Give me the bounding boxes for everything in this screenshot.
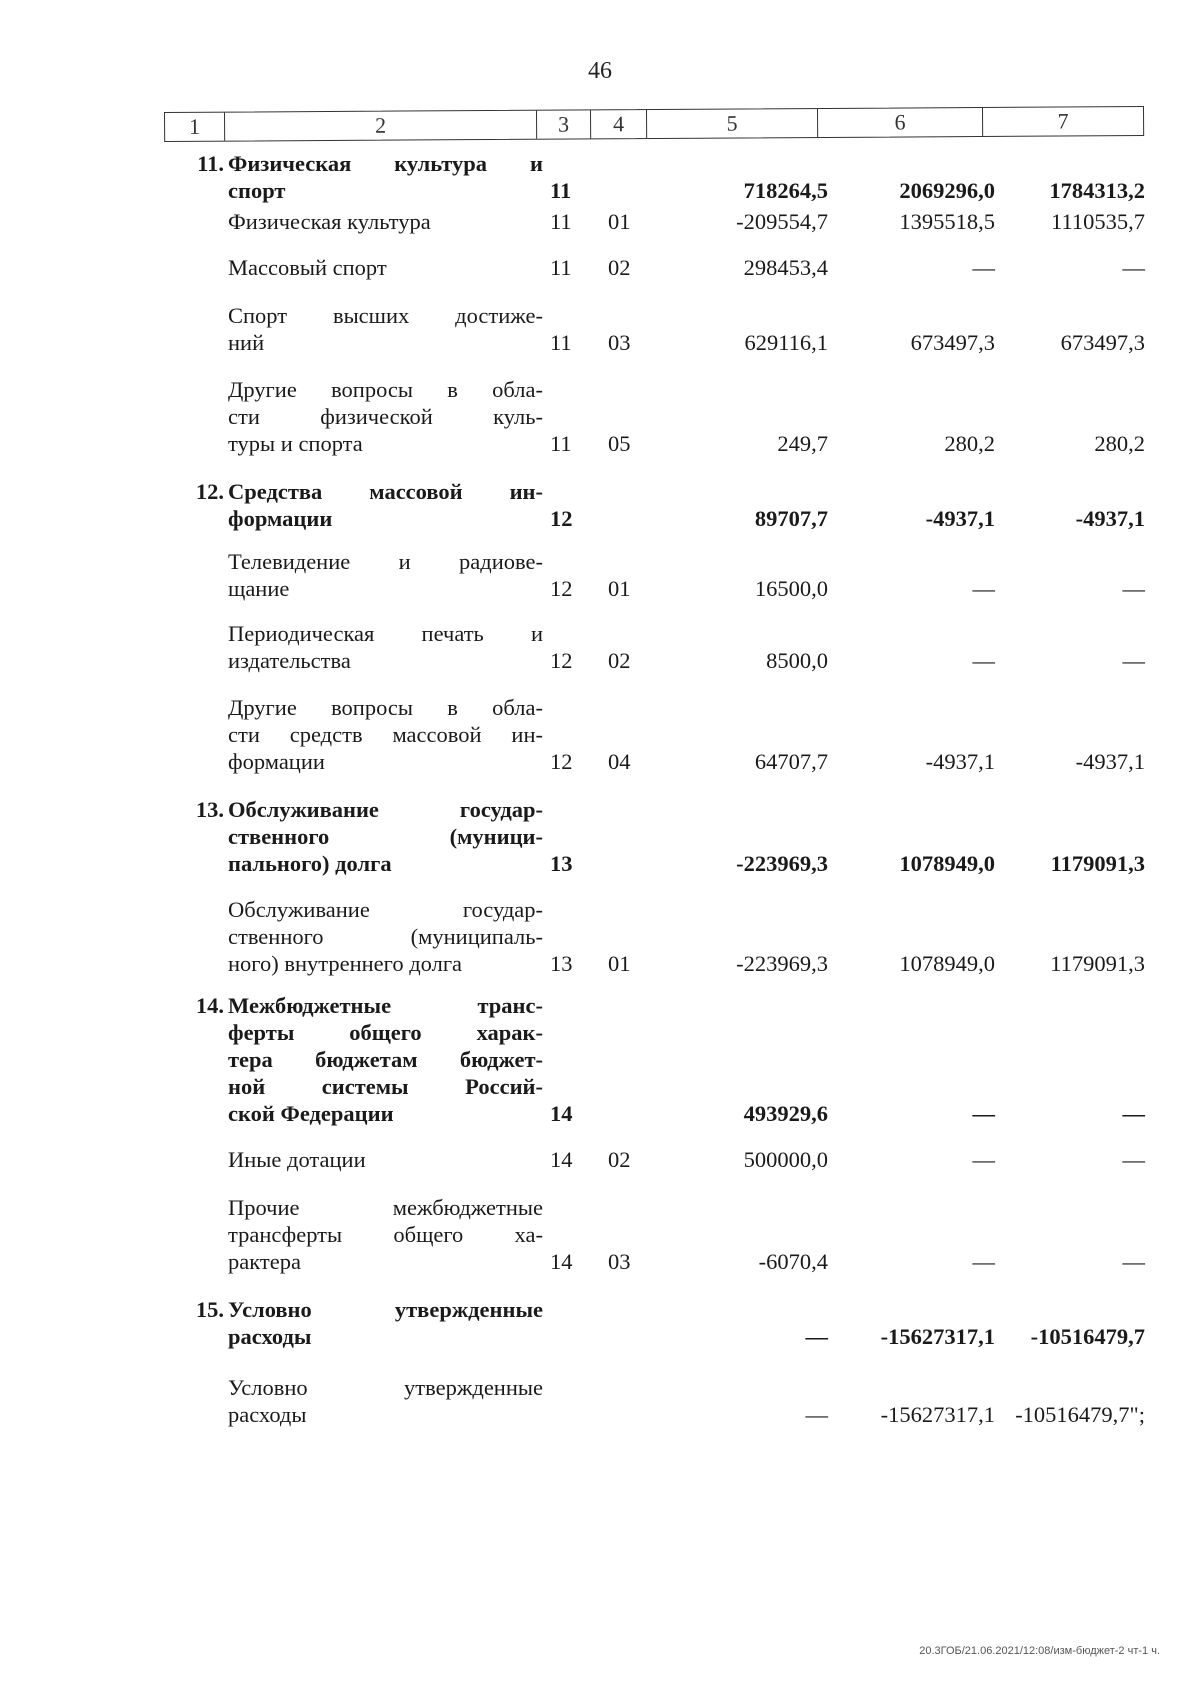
value-col-6: — [972, 648, 995, 673]
value-col-7: 673497,3 [1060, 330, 1145, 355]
row-name-line: Иные дотации [228, 1147, 366, 1172]
subsection-code: 01 [608, 576, 631, 601]
subsection-code: 02 [608, 648, 631, 673]
value-col-5: 629116,1 [744, 330, 828, 355]
row-name-line: Другие вопросы в обла- [228, 377, 543, 402]
value-col-5: 64707,7 [754, 749, 828, 774]
document-footer-code: 20.3ГОБ/21.06.2021/12:08/изм-бюджет-2 чт-1 ч. [919, 1645, 1160, 1657]
value-col-5: 249,7 [777, 431, 828, 456]
value-col-7: 1179091,3 [1050, 851, 1145, 876]
section-code: 11 [550, 431, 572, 456]
header-col-2: 2 [225, 111, 537, 141]
header-col-3: 3 [537, 110, 591, 138]
value-col-7: — [1122, 648, 1145, 673]
row-name-line: Обслуживание государ- [228, 897, 543, 922]
subsection-row [0, 896, 1200, 977]
row-name-line: ственного (муници- [228, 824, 543, 849]
subsection-row [0, 1374, 1200, 1428]
value-col-7: -4937,1 [1075, 749, 1145, 774]
value-col-5: 718264,5 [743, 178, 828, 203]
value-col-6: — [972, 1101, 995, 1126]
row-name-line: щание [228, 576, 290, 601]
section-code: 11 [550, 255, 572, 280]
value-col-7: -10516479,7 [1030, 1324, 1145, 1349]
subsection-row [0, 254, 1200, 281]
row-name-line: рактера [228, 1249, 301, 1274]
value-col-6: -15627317,1 [880, 1324, 995, 1349]
row-name-line: Прочие межбюджетные [228, 1195, 543, 1220]
subsection-code: 02 [608, 255, 631, 280]
row-name-line: Межбюджетные транс- [228, 993, 543, 1018]
value-col-5: -223969,3 [736, 851, 828, 876]
value-col-7: -4937,1 [1075, 506, 1145, 531]
subsection-row [0, 1146, 1200, 1173]
section-row [0, 150, 1200, 204]
row-name [228, 992, 543, 1127]
header-col-1: 1 [165, 113, 225, 141]
section-code: 14 [550, 1147, 573, 1172]
value-col-6: 2069296,0 [899, 178, 995, 203]
section-code: 11 [550, 178, 572, 203]
row-name [228, 796, 543, 877]
value-col-5: -223969,3 [736, 951, 828, 976]
section-code: 12 [550, 648, 573, 673]
section-row [0, 992, 1200, 1127]
subsection-code: 03 [608, 1249, 631, 1274]
value-col-7: 1784313,2 [1049, 178, 1145, 203]
section-code: 11 [550, 209, 572, 234]
section-code: 12 [550, 506, 573, 531]
row-name [228, 208, 543, 235]
row-name-line: расходы [228, 1324, 312, 1349]
row-name-line: тера бюджетам бюджет- [228, 1047, 543, 1072]
value-col-7: — [1122, 255, 1145, 280]
section-number: 14. [195, 993, 224, 1018]
row-name-line: пального) долга [228, 851, 392, 876]
subsection-row [0, 548, 1200, 602]
value-col-7: 280,2 [1094, 431, 1145, 456]
row-name [228, 620, 543, 674]
row-name-line: Обслуживание государ- [228, 797, 543, 822]
value-col-6: — [972, 1249, 995, 1274]
value-col-5: 8500,0 [766, 648, 828, 673]
row-name [228, 694, 543, 775]
row-name-line: расходы [228, 1402, 307, 1427]
table-header-row [164, 106, 1144, 142]
value-col-5: -209554,7 [736, 209, 828, 234]
value-col-7: 1110535,7 [1051, 209, 1145, 234]
section-code: 13 [550, 951, 573, 976]
section-number: 11. [197, 151, 224, 176]
subsection-row [0, 302, 1200, 356]
header-col-7: 7 [1057, 108, 1069, 134]
header-col-4: 4 [591, 110, 647, 138]
row-name-line: Другие вопросы в обла- [228, 695, 543, 720]
value-col-5: -6070,4 [758, 1249, 828, 1274]
value-col-6: — [972, 1147, 995, 1172]
value-col-6: 1078949,0 [899, 951, 995, 976]
subsection-row [0, 208, 1200, 235]
row-name-line: трансферты общего ха- [228, 1222, 543, 1247]
section-number: 13. [195, 797, 224, 822]
row-name-line: формации [228, 749, 325, 774]
header-col-5: 5 [647, 109, 818, 138]
value-col-6: -15627317,1 [880, 1402, 995, 1427]
subsection-row [0, 620, 1200, 674]
row-name [228, 548, 543, 602]
row-name-line: ской Федерации [228, 1101, 394, 1126]
row-name [228, 896, 543, 977]
value-col-7: — [1122, 576, 1145, 601]
subsection-row [0, 694, 1200, 775]
row-name [228, 1146, 543, 1173]
row-name-line: формации [228, 506, 333, 531]
row-name-line: Массовый спорт [228, 255, 387, 280]
value-col-5: 500000,0 [743, 1147, 828, 1172]
value-col-7: -10516479,7"; [1015, 1402, 1145, 1427]
section-code: 12 [550, 749, 573, 774]
row-name [228, 376, 543, 457]
subsection-row [0, 1194, 1200, 1275]
row-name [228, 1296, 543, 1350]
section-code: 14 [550, 1249, 573, 1274]
value-col-6: -4937,1 [925, 749, 995, 774]
row-name-line: Средства массовой ин- [228, 479, 543, 504]
row-name [228, 1194, 543, 1275]
row-name [228, 1374, 543, 1428]
value-col-6: 280,2 [944, 431, 995, 456]
row-name-line: Физическая культура [228, 209, 431, 234]
section-row [0, 796, 1200, 877]
section-number: 12. [195, 479, 224, 504]
value-col-6: 1395518,5 [899, 209, 995, 234]
section-code: 14 [550, 1101, 573, 1126]
row-name-line: Физическая культура и [228, 151, 543, 176]
value-col-7: — [1122, 1249, 1145, 1274]
value-col-5: — [805, 1402, 828, 1427]
section-code: 12 [550, 576, 573, 601]
subsection-code: 03 [608, 330, 631, 355]
row-name-line: Телевидение и радиове- [228, 549, 543, 574]
header-col-6: 6 [818, 108, 983, 137]
page-number: 46 [588, 58, 612, 84]
value-col-7: 1179091,3 [1050, 951, 1145, 976]
row-name-line: спорт [228, 178, 286, 203]
row-name-line: туры и спорта [228, 431, 363, 456]
value-col-6: -4937,1 [925, 506, 995, 531]
subsection-code: 01 [608, 951, 631, 976]
row-name-line: ферты общего харак- [228, 1020, 543, 1045]
value-col-7: — [1122, 1147, 1145, 1172]
subsection-code: 01 [608, 209, 631, 234]
row-name-line: Условно утвержденные [228, 1375, 543, 1400]
row-name-line: ственного (муниципаль- [228, 924, 543, 949]
row-name-line: ной системы Россий- [228, 1074, 543, 1099]
row-name-line: сти физической куль- [228, 404, 543, 429]
subsection-code: 05 [608, 431, 631, 456]
value-col-5: 493929,6 [743, 1101, 828, 1126]
row-name [228, 478, 543, 532]
value-col-5: 89707,7 [754, 506, 828, 531]
section-number: 15. [195, 1297, 224, 1322]
row-name-line: ний [228, 330, 265, 355]
value-col-7: — [1122, 1101, 1145, 1126]
value-col-6: — [972, 576, 995, 601]
value-col-5: — [805, 1324, 828, 1349]
row-name [228, 254, 543, 281]
row-name [228, 150, 543, 204]
value-col-6: 1078949,0 [899, 851, 995, 876]
value-col-6: 673497,3 [910, 330, 995, 355]
value-col-6: — [972, 255, 995, 280]
row-name-line: сти средств массовой ин- [228, 722, 543, 747]
row-name-line: Спорт высших достиже- [228, 303, 543, 328]
subsection-code: 02 [608, 1147, 631, 1172]
section-code: 11 [550, 330, 572, 355]
row-name-line: Периодическая печать и [228, 621, 543, 646]
row-name-line: издательства [228, 648, 351, 673]
row-name-line: ного) внутреннего долга [228, 951, 463, 976]
section-row [0, 478, 1200, 532]
value-col-5: 16500,0 [754, 576, 828, 601]
value-col-5: 298453,4 [743, 255, 828, 280]
subsection-code: 04 [608, 749, 631, 774]
row-name [228, 302, 543, 356]
subsection-row [0, 376, 1200, 457]
section-row [0, 1296, 1200, 1350]
row-name-line: Условно утвержденные [228, 1297, 543, 1322]
section-code: 13 [550, 851, 573, 876]
